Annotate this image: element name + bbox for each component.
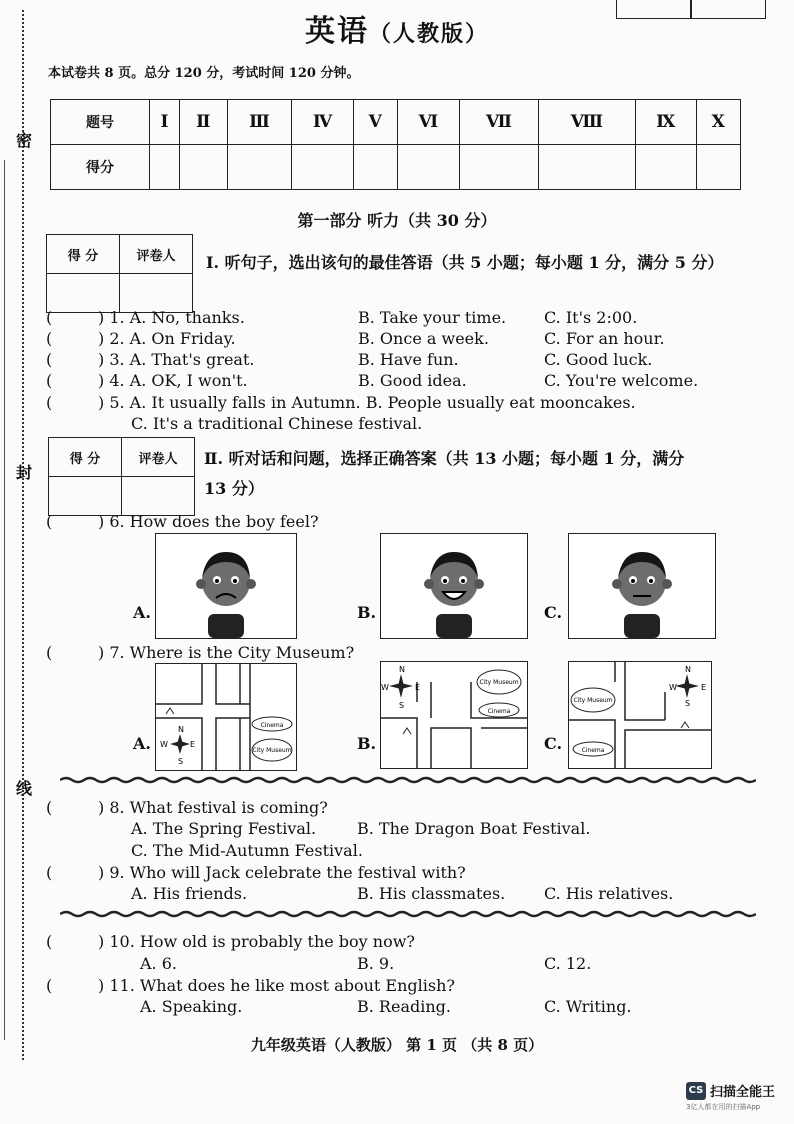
binding-dotted-line <box>22 10 24 1060</box>
q7-map-c[interactable] <box>568 661 712 769</box>
cinema-label: Cinema <box>487 708 511 715</box>
section-2-title-line1: Ⅱ. 听对话和问题，选择正确答案（共 13 小题；每小题 1 分，满分 <box>204 449 685 468</box>
q3-option-b: B. Have fun. <box>358 350 459 369</box>
score-cell[interactable] <box>635 145 696 190</box>
grader-reviewer-label: 评卷人 <box>120 235 193 274</box>
grader-reviewer-cell[interactable] <box>122 477 195 516</box>
q7-map-b[interactable] <box>380 661 528 769</box>
question-9: ( ) 9. Who will Jack celebrate the festival with? <box>46 863 466 882</box>
table-row <box>51 145 741 190</box>
table-cell: Ⅸ <box>635 100 696 145</box>
compass-e-label: E <box>415 683 421 692</box>
compass-n-label: N <box>178 725 184 734</box>
score-cell[interactable] <box>397 145 459 190</box>
q1-option-b: B. Take your time. <box>358 308 507 327</box>
compass-w-label: W <box>160 740 168 749</box>
grader-score-label: 得 分 <box>49 438 122 477</box>
part-title: 第一部分 听力（共 30 分） <box>297 211 497 230</box>
table-cell: V <box>353 100 397 145</box>
q11-option-b: B. Reading. <box>357 997 451 1016</box>
camscanner-logo-icon: CS <box>686 1082 706 1100</box>
q7-option-a-letter: A. <box>133 734 151 753</box>
q11-option-a: A. Speaking. <box>140 997 243 1016</box>
q6-picture-a[interactable] <box>155 533 297 639</box>
q1-option-c: C. It's 2:00. <box>544 308 638 327</box>
watermark-tagline: 3亿人都在用的扫描App <box>686 1103 761 1111</box>
q9-option-c: C. His relatives. <box>544 884 674 903</box>
q3-option-c: C. Good luck. <box>544 350 653 369</box>
page-title: 英语（人教版） <box>304 14 489 49</box>
compass-n-label: N <box>685 665 691 674</box>
q8-option-c: C. The Mid-Autumn Festival. <box>131 841 363 860</box>
q8-option-a: A. The Spring Festival. <box>131 819 317 838</box>
compass-e-label: E <box>190 740 196 749</box>
q2-option-c: C. For an hour. <box>544 329 665 348</box>
q6-picture-b[interactable] <box>380 533 528 639</box>
grader-score-label: 得 分 <box>47 235 120 274</box>
q5-option-c: C. It's a traditional Chinese festival. <box>131 414 423 433</box>
question-5: ( ) 5. A. It usually falls in Autumn. B. People usually eat mooncakes. <box>46 393 636 412</box>
compass-s-label: S <box>399 701 405 710</box>
table-cell: Ⅲ <box>227 100 292 145</box>
score-table <box>50 99 741 190</box>
score-cell[interactable] <box>227 145 292 190</box>
museum-label: City Museum <box>573 697 613 704</box>
page-footer: 九年级英语（人教版） 第 1 页 （共 8 页） <box>250 1036 544 1054</box>
q4-option-b: B. Good idea. <box>358 371 467 390</box>
street-map-icon <box>569 662 711 768</box>
compass-w-label: W <box>669 683 677 692</box>
binding-margin-rule <box>4 160 5 1040</box>
q8-option-b: B. The Dragon Boat Festival. <box>357 819 591 838</box>
grader-box <box>46 234 193 313</box>
q6-option-a-letter: A. <box>133 603 151 622</box>
compass-e-label: E <box>701 683 707 692</box>
question-8: ( ) 8. What festival is coming? <box>46 798 328 817</box>
q11-option-c: C. Writing. <box>544 997 632 1016</box>
question-4: ( ) 4. A. OK, I won't. <box>46 371 248 390</box>
q6-picture-c[interactable] <box>568 533 716 639</box>
compass-s-label: S <box>178 757 184 766</box>
grader-score-cell[interactable] <box>49 477 122 516</box>
grader-box <box>48 437 195 516</box>
table-cell: Ⅵ <box>397 100 459 145</box>
question-10: ( ) 10. How old is probably the boy now? <box>46 932 416 951</box>
grader-reviewer-cell[interactable] <box>120 274 193 313</box>
museum-label: City Museum <box>479 679 519 686</box>
table-cell: Ⅱ <box>180 100 227 145</box>
grader-reviewer-label: 评卷人 <box>122 438 195 477</box>
score-cell[interactable] <box>353 145 397 190</box>
exam-note: 本试卷共 8 页。总分 120 分，考试时间 120 分钟。 <box>48 66 360 81</box>
question-11: ( ) 11. What does he like most about English? <box>46 976 455 995</box>
section-2-title-line2: 13 分） <box>204 479 264 498</box>
q10-option-c: C. 12. <box>544 954 592 973</box>
street-map-icon <box>156 664 296 770</box>
table-cell: Ⅳ <box>292 100 353 145</box>
scanner-watermark <box>686 1080 775 1112</box>
q7-option-b-letter: B. <box>357 734 377 753</box>
row-label-score: 得分 <box>51 145 150 190</box>
table-row <box>51 100 741 145</box>
q9-option-a: A. His friends. <box>131 884 248 903</box>
boy-face-sad-icon <box>156 534 296 638</box>
score-cell[interactable] <box>150 145 180 190</box>
table-cell: Ⅷ <box>539 100 636 145</box>
section-1-title: Ⅰ. 听句子，选出该句的最佳答语（共 5 小题；每小题 1 分，满分 5 分） <box>206 253 724 272</box>
boy-face-happy-icon <box>381 534 527 638</box>
q10-option-b: B. 9. <box>357 954 395 973</box>
compass-w-label: W <box>381 683 389 692</box>
score-cell[interactable] <box>539 145 636 190</box>
grader-score-cell[interactable] <box>47 274 120 313</box>
score-cell[interactable] <box>180 145 227 190</box>
side-label-mi: 密 <box>16 131 33 150</box>
q10-option-a: A. 6. <box>140 954 177 973</box>
boy-face-calm-icon <box>569 534 715 638</box>
wavy-divider <box>60 910 756 918</box>
compass-s-label: S <box>685 699 691 708</box>
cinema-label: Cinema <box>260 722 284 729</box>
score-cell[interactable] <box>459 145 538 190</box>
q7-option-c-letter: C. <box>544 734 563 753</box>
cinema-label: Cinema <box>581 747 605 754</box>
row-label-number: 题号 <box>51 100 150 145</box>
compass-n-label: N <box>399 665 405 674</box>
q9-option-b: B. His classmates. <box>357 884 506 903</box>
q2-option-b: B. Once a week. <box>358 329 489 348</box>
table-cell: I <box>150 100 180 145</box>
street-map-icon <box>381 662 527 768</box>
score-cell[interactable] <box>696 145 740 190</box>
wavy-divider <box>60 776 756 784</box>
q7-map-a[interactable] <box>155 663 297 771</box>
question-7: ( ) 7. Where is the City Museum? <box>46 643 355 662</box>
watermark-name: 扫描全能王 <box>710 1085 776 1100</box>
museum-label: City Museum <box>252 747 292 754</box>
question-6: ( ) 6. How does the boy feel? <box>46 512 319 531</box>
table-cell: Ⅶ <box>459 100 538 145</box>
question-1: ( ) 1. A. No, thanks. <box>46 308 245 327</box>
score-cell[interactable] <box>292 145 353 190</box>
question-2: ( ) 2. A. On Friday. <box>46 329 236 348</box>
side-label-feng: 封 <box>16 463 33 482</box>
q6-option-b-letter: B. <box>357 603 377 622</box>
q4-option-c: C. You're welcome. <box>544 371 699 390</box>
side-label-xian: 线 <box>16 779 33 798</box>
question-3: ( ) 3. A. That's great. <box>46 350 255 369</box>
table-cell: X <box>696 100 740 145</box>
q6-option-c-letter: C. <box>544 603 563 622</box>
